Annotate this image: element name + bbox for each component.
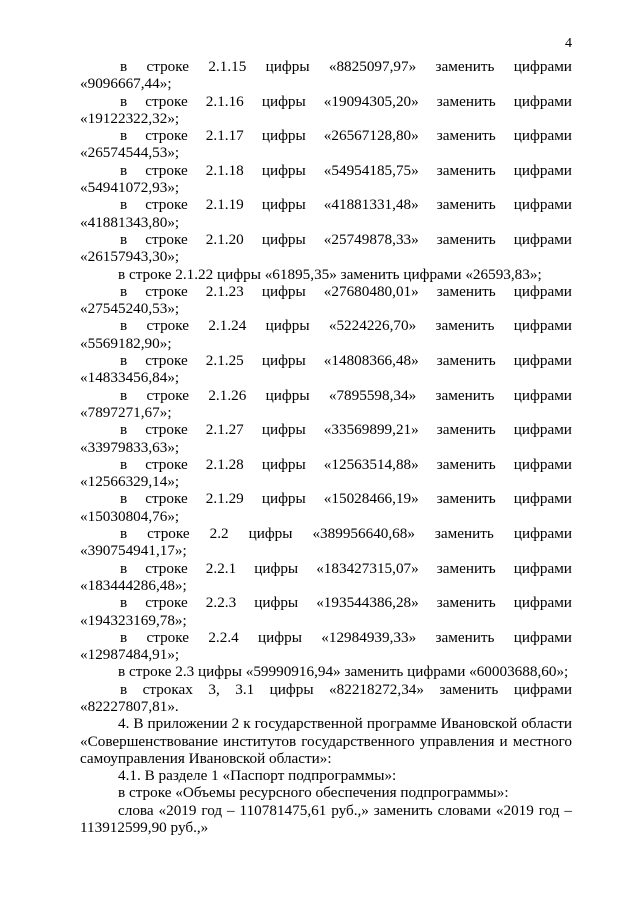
replacement-word: цифрами <box>513 386 572 404</box>
replacement-word: цифры <box>261 282 306 300</box>
replacement-word: 3, <box>208 680 220 698</box>
paragraph: слова «2019 год – 110781475,61 руб.,» заменить словами «2019 год – 113912599,90 руб.,» <box>80 801 572 837</box>
replacement-word: цифрами <box>513 421 572 439</box>
replacement-word: заменить <box>435 386 495 404</box>
replacement-word: строке <box>145 421 188 439</box>
replacement-word: цифры <box>265 386 310 404</box>
replacement-word: в <box>120 559 128 577</box>
replacement-word: заменить <box>439 680 499 698</box>
replacement-word: цифрами <box>513 628 572 646</box>
replacement-value: «26157943,30»; <box>80 248 180 266</box>
replacement-word: «41881331,48» <box>323 196 419 214</box>
replacement-value: «390754941,17»; <box>80 542 187 560</box>
replacement-word: строке <box>145 559 188 577</box>
replacement-line <box>80 317 572 334</box>
replacement-word: в <box>120 196 128 214</box>
replacement-word: цифры <box>269 680 314 698</box>
replacement-word: заменить <box>435 58 495 75</box>
replacement-word: строке <box>145 455 188 473</box>
replacement-word: «14808366,48» <box>323 352 419 370</box>
replacement-word: заменить <box>436 196 496 214</box>
replacement-word: цифрами <box>513 282 572 300</box>
replacement-word: «12984939,33» <box>321 628 417 646</box>
replacement-word: цифрами <box>513 317 572 335</box>
replacement-word: «8825097,97» <box>328 58 417 75</box>
replacement-word: строке <box>145 352 188 370</box>
replacement-line: в строке 2.1.22 цифры «61895,35» заменить цифрами «26593,83»; <box>118 265 542 283</box>
replacement-word: в <box>120 628 128 646</box>
replacement-word: строке <box>146 58 189 75</box>
replacement-word: «183427315,07» <box>316 559 419 577</box>
replacement-word: в <box>120 455 128 473</box>
replacement-word: 2.1.17 <box>205 127 244 145</box>
replacement-word: строке <box>147 525 190 543</box>
replacement-word: цифры <box>261 92 306 110</box>
replacement-word: цифры <box>261 230 306 248</box>
replacement-word: заменить <box>436 161 496 179</box>
replacement-word: «25749878,33» <box>323 230 419 248</box>
paragraph: в строке «Объемы ресурсного обеспечения подпрограммы»: <box>118 784 509 802</box>
replacement-word: 2.1.26 <box>208 386 247 404</box>
replacement-word: цифры <box>261 127 306 145</box>
replacement-line <box>80 629 572 646</box>
replacement-word: строке <box>146 317 189 335</box>
replacement-word: цифры <box>261 352 306 370</box>
replacement-word: 2.1.24 <box>208 317 247 335</box>
replacement-word: «82218272,34» <box>329 680 424 698</box>
replacement-value: «7897271,67»; <box>80 403 172 421</box>
replacement-word: цифры <box>261 421 306 439</box>
replacement-word: в <box>120 680 128 698</box>
replacement-word: цифры <box>261 490 306 508</box>
replacement-value: «27545240,53»; <box>80 300 180 318</box>
replacement-word: «19094305,20» <box>323 92 419 110</box>
replacement-word: заменить <box>436 421 496 439</box>
replacement-value: «26574544,53»; <box>80 144 180 162</box>
replacement-word: цифрами <box>513 455 572 473</box>
replacement-line <box>80 560 572 577</box>
replacement-word: цифры <box>254 594 299 612</box>
replacement-word: 2.1.15 <box>208 58 247 75</box>
replacement-word: в <box>120 127 128 145</box>
replacement-word: «27680480,01» <box>323 282 419 300</box>
replacement-word: заменить <box>436 490 496 508</box>
document-body <box>80 58 572 836</box>
replacement-word: строке <box>145 594 188 612</box>
replacement-word: в <box>120 525 128 543</box>
replacement-value: «183444286,48»; <box>80 576 187 594</box>
replacement-word: в <box>120 386 128 404</box>
replacement-word: в <box>120 161 128 179</box>
replacement-line <box>80 387 572 404</box>
replacement-word: строке <box>146 386 189 404</box>
replacement-value: «54941072,93»; <box>80 179 180 197</box>
replacement-word: строке <box>145 490 188 508</box>
replacement-line <box>80 283 572 300</box>
replacement-word: строке <box>145 127 188 145</box>
replacement-word: цифры <box>261 161 306 179</box>
replacement-word: «54954185,75» <box>323 161 419 179</box>
replacement-word: в <box>120 58 128 75</box>
replacement-line <box>80 127 572 144</box>
replacement-line <box>80 93 572 110</box>
replacement-word: заменить <box>436 559 496 577</box>
replacement-word: заменить <box>436 127 496 145</box>
replacement-word: в <box>120 490 128 508</box>
replacement-word: цифрами <box>513 525 572 543</box>
replacement-word: заменить <box>436 282 496 300</box>
replacement-word: цифрами <box>513 127 572 145</box>
replacement-word: «5224226,70» <box>328 317 417 335</box>
replacement-word: 2.1.16 <box>205 92 244 110</box>
replacement-word: 2.2.4 <box>208 628 239 646</box>
replacement-word: в <box>120 594 128 612</box>
replacement-word: цифры <box>254 559 299 577</box>
replacement-word: цифры <box>261 455 306 473</box>
page-number: 4 <box>565 36 572 51</box>
replacement-word: в <box>120 421 128 439</box>
replacement-word: цифрами <box>513 230 572 248</box>
replacement-value: «12987484,91»; <box>80 646 180 664</box>
replacement-line <box>80 525 572 542</box>
replacement-word: в <box>120 230 128 248</box>
replacement-word: заменить <box>435 628 495 646</box>
replacement-word: заменить <box>435 317 495 335</box>
replacement-word: «7895598,34» <box>328 386 417 404</box>
replacement-line: в строке 2.3 цифры «59990916,94» заменить цифрами «60003688,60»; <box>118 663 569 681</box>
replacement-value: «41881343,80»; <box>80 213 180 231</box>
replacement-word: «26567128,80» <box>323 127 419 145</box>
replacement-word: «12563514,88» <box>323 455 419 473</box>
replacement-word: цифрами <box>513 92 572 110</box>
replacement-word: цифрами <box>513 559 572 577</box>
replacement-value: «33979833,63»; <box>80 438 180 456</box>
replacement-value: «15030804,76»; <box>80 507 180 525</box>
replacement-word: 2.1.28 <box>205 455 244 473</box>
replacement-word: цифрами <box>513 680 572 698</box>
replacement-value: «194323169,78»; <box>80 611 187 629</box>
replacement-word: строке <box>145 161 188 179</box>
replacement-line <box>80 594 572 611</box>
replacement-word: заменить <box>436 230 496 248</box>
replacement-word: цифрами <box>513 352 572 370</box>
replacement-word: цифры <box>265 58 310 75</box>
replacement-word: 2.1.27 <box>205 421 244 439</box>
replacement-word: «389956640,68» <box>312 525 415 543</box>
replacement-word: 2.1.18 <box>205 161 244 179</box>
replacement-word: строке <box>146 628 189 646</box>
replacement-word: цифры <box>265 317 310 335</box>
replacement-word: цифрами <box>513 161 572 179</box>
paragraph: 4.1. В разделе 1 «Паспорт подпрограммы»: <box>118 767 397 785</box>
replacement-word: 2.2 <box>209 525 229 543</box>
replacement-word: 2.1.20 <box>205 230 244 248</box>
replacement-word: заменить <box>436 594 496 612</box>
replacement-word: строке <box>145 92 188 110</box>
replacement-word: цифрами <box>513 594 572 612</box>
replacement-word: 2.1.19 <box>205 196 244 214</box>
replacement-value: «12566329,14»; <box>80 473 180 491</box>
replacement-word: «15028466,19» <box>323 490 419 508</box>
replacement-word: 2.2.1 <box>205 559 237 577</box>
replacement-word: заменить <box>436 92 496 110</box>
replacement-word: 2.1.25 <box>205 352 244 370</box>
replacement-line <box>80 456 572 473</box>
replacement-word: цифрами <box>513 58 572 75</box>
replacement-word: цифры <box>248 525 293 543</box>
replacement-word: «33569899,21» <box>323 421 419 439</box>
replacement-word: в <box>120 352 128 370</box>
paragraph: 4. В приложении 2 к государственной программе Ивановской области «Совершенствование институтов государственного управления и местного самоуправления Ивановской области»: <box>80 715 572 767</box>
replacement-word: строке <box>145 282 188 300</box>
replacement-word: 2.2.3 <box>205 594 237 612</box>
replacement-value: «82227807,81». <box>80 697 179 715</box>
replacement-word: «193544386,28» <box>316 594 419 612</box>
replacement-line <box>80 681 572 698</box>
replacement-line <box>80 231 572 248</box>
replacement-line <box>80 58 572 75</box>
replacement-word: 3.1 <box>235 680 255 698</box>
replacement-word: строке <box>145 230 188 248</box>
replacement-word: 2.1.23 <box>205 282 244 300</box>
replacement-line <box>80 421 572 438</box>
replacement-word: в <box>120 282 128 300</box>
replacement-value: «19122322,32»; <box>80 109 180 127</box>
replacement-line <box>80 490 572 507</box>
replacement-word: цифры <box>258 628 302 646</box>
replacement-word: заменить <box>434 525 494 543</box>
replacement-word: заменить <box>436 352 496 370</box>
replacement-value: «5569182,90»; <box>80 334 172 352</box>
replacement-value: «9096667,44»; <box>80 75 172 93</box>
replacement-word: 2.1.29 <box>205 490 244 508</box>
replacement-word: в <box>120 317 128 335</box>
replacement-line <box>80 352 572 369</box>
replacement-word: цифрами <box>513 196 572 214</box>
replacement-line <box>80 196 572 213</box>
replacement-word: строках <box>142 680 193 698</box>
replacement-line <box>80 162 572 179</box>
replacement-word: в <box>120 92 128 110</box>
replacement-word: строке <box>145 196 188 214</box>
replacement-value: «14833456,84»; <box>80 369 180 387</box>
replacement-word: заменить <box>436 455 496 473</box>
replacement-word: цифры <box>261 196 306 214</box>
replacement-word: цифрами <box>513 490 572 508</box>
